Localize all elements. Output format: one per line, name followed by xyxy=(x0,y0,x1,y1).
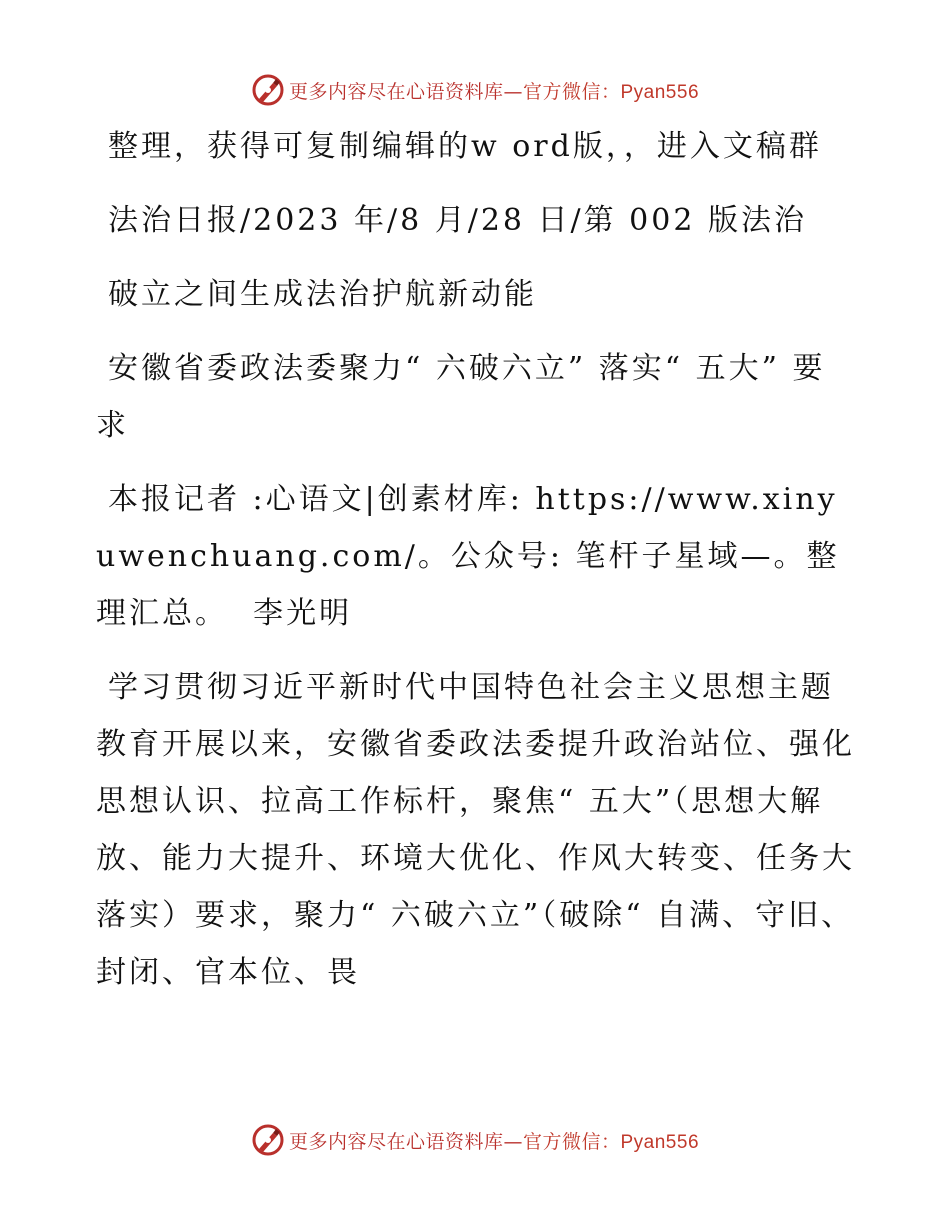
header-banner xyxy=(0,70,950,110)
pen-circle-logo-icon xyxy=(251,1123,285,1157)
article-body-paragraph: 学习贯彻习近平新时代中国特色社会主义思想主题教育开展以来，安徽省委政法委提升政治站位、强化思想认识、拉高工作标杆，聚焦“ 五大”（思想大解放、能力大提升、环境大优化、作风大转变、任务大落实）要求，聚力“ 六破六立”（破除“ 自满、守旧、封闭、官本位、畏 xyxy=(96,670,855,990)
pen-circle-logo-icon xyxy=(251,73,285,107)
banner-main-text: 更多内容尽在心语资料库 xyxy=(288,1130,504,1153)
footer-banner xyxy=(0,1120,950,1160)
banner-official-label: 官方微信： xyxy=(522,1130,621,1153)
paragraph-source: 法治日报/2023 年/8 月/28 日/第 002 版法治 xyxy=(108,203,807,238)
header-banner-text xyxy=(289,77,699,104)
banner-main-text: 更多内容尽在心语资料库 xyxy=(288,80,504,103)
footer-banner-text xyxy=(289,1127,699,1154)
article-headline: 破立之间生成法治护航新动能 xyxy=(108,277,537,312)
banner-dash: — xyxy=(503,80,523,103)
document-body xyxy=(96,118,856,1001)
banner-wechat-id: Pyan556 xyxy=(620,81,700,103)
banner-dash: — xyxy=(503,1130,523,1153)
banner-official-label: 官方微信： xyxy=(522,80,621,103)
article-byline: 本报记者 :心语文|创素材库: https://www.xinyuwenchuang.com/。公众号: 笔杆子星域—。整理汇总。 李光明 xyxy=(96,482,840,631)
paragraph-intro: 整理，获得可复制编辑的w ord版，，进入文稿群 xyxy=(108,129,822,164)
banner-wechat-id: Pyan556 xyxy=(620,1131,700,1153)
article-subheadline: 安徽省委政法委聚力“ 六破六立” 落实“ 五大” 要求 xyxy=(96,351,826,443)
